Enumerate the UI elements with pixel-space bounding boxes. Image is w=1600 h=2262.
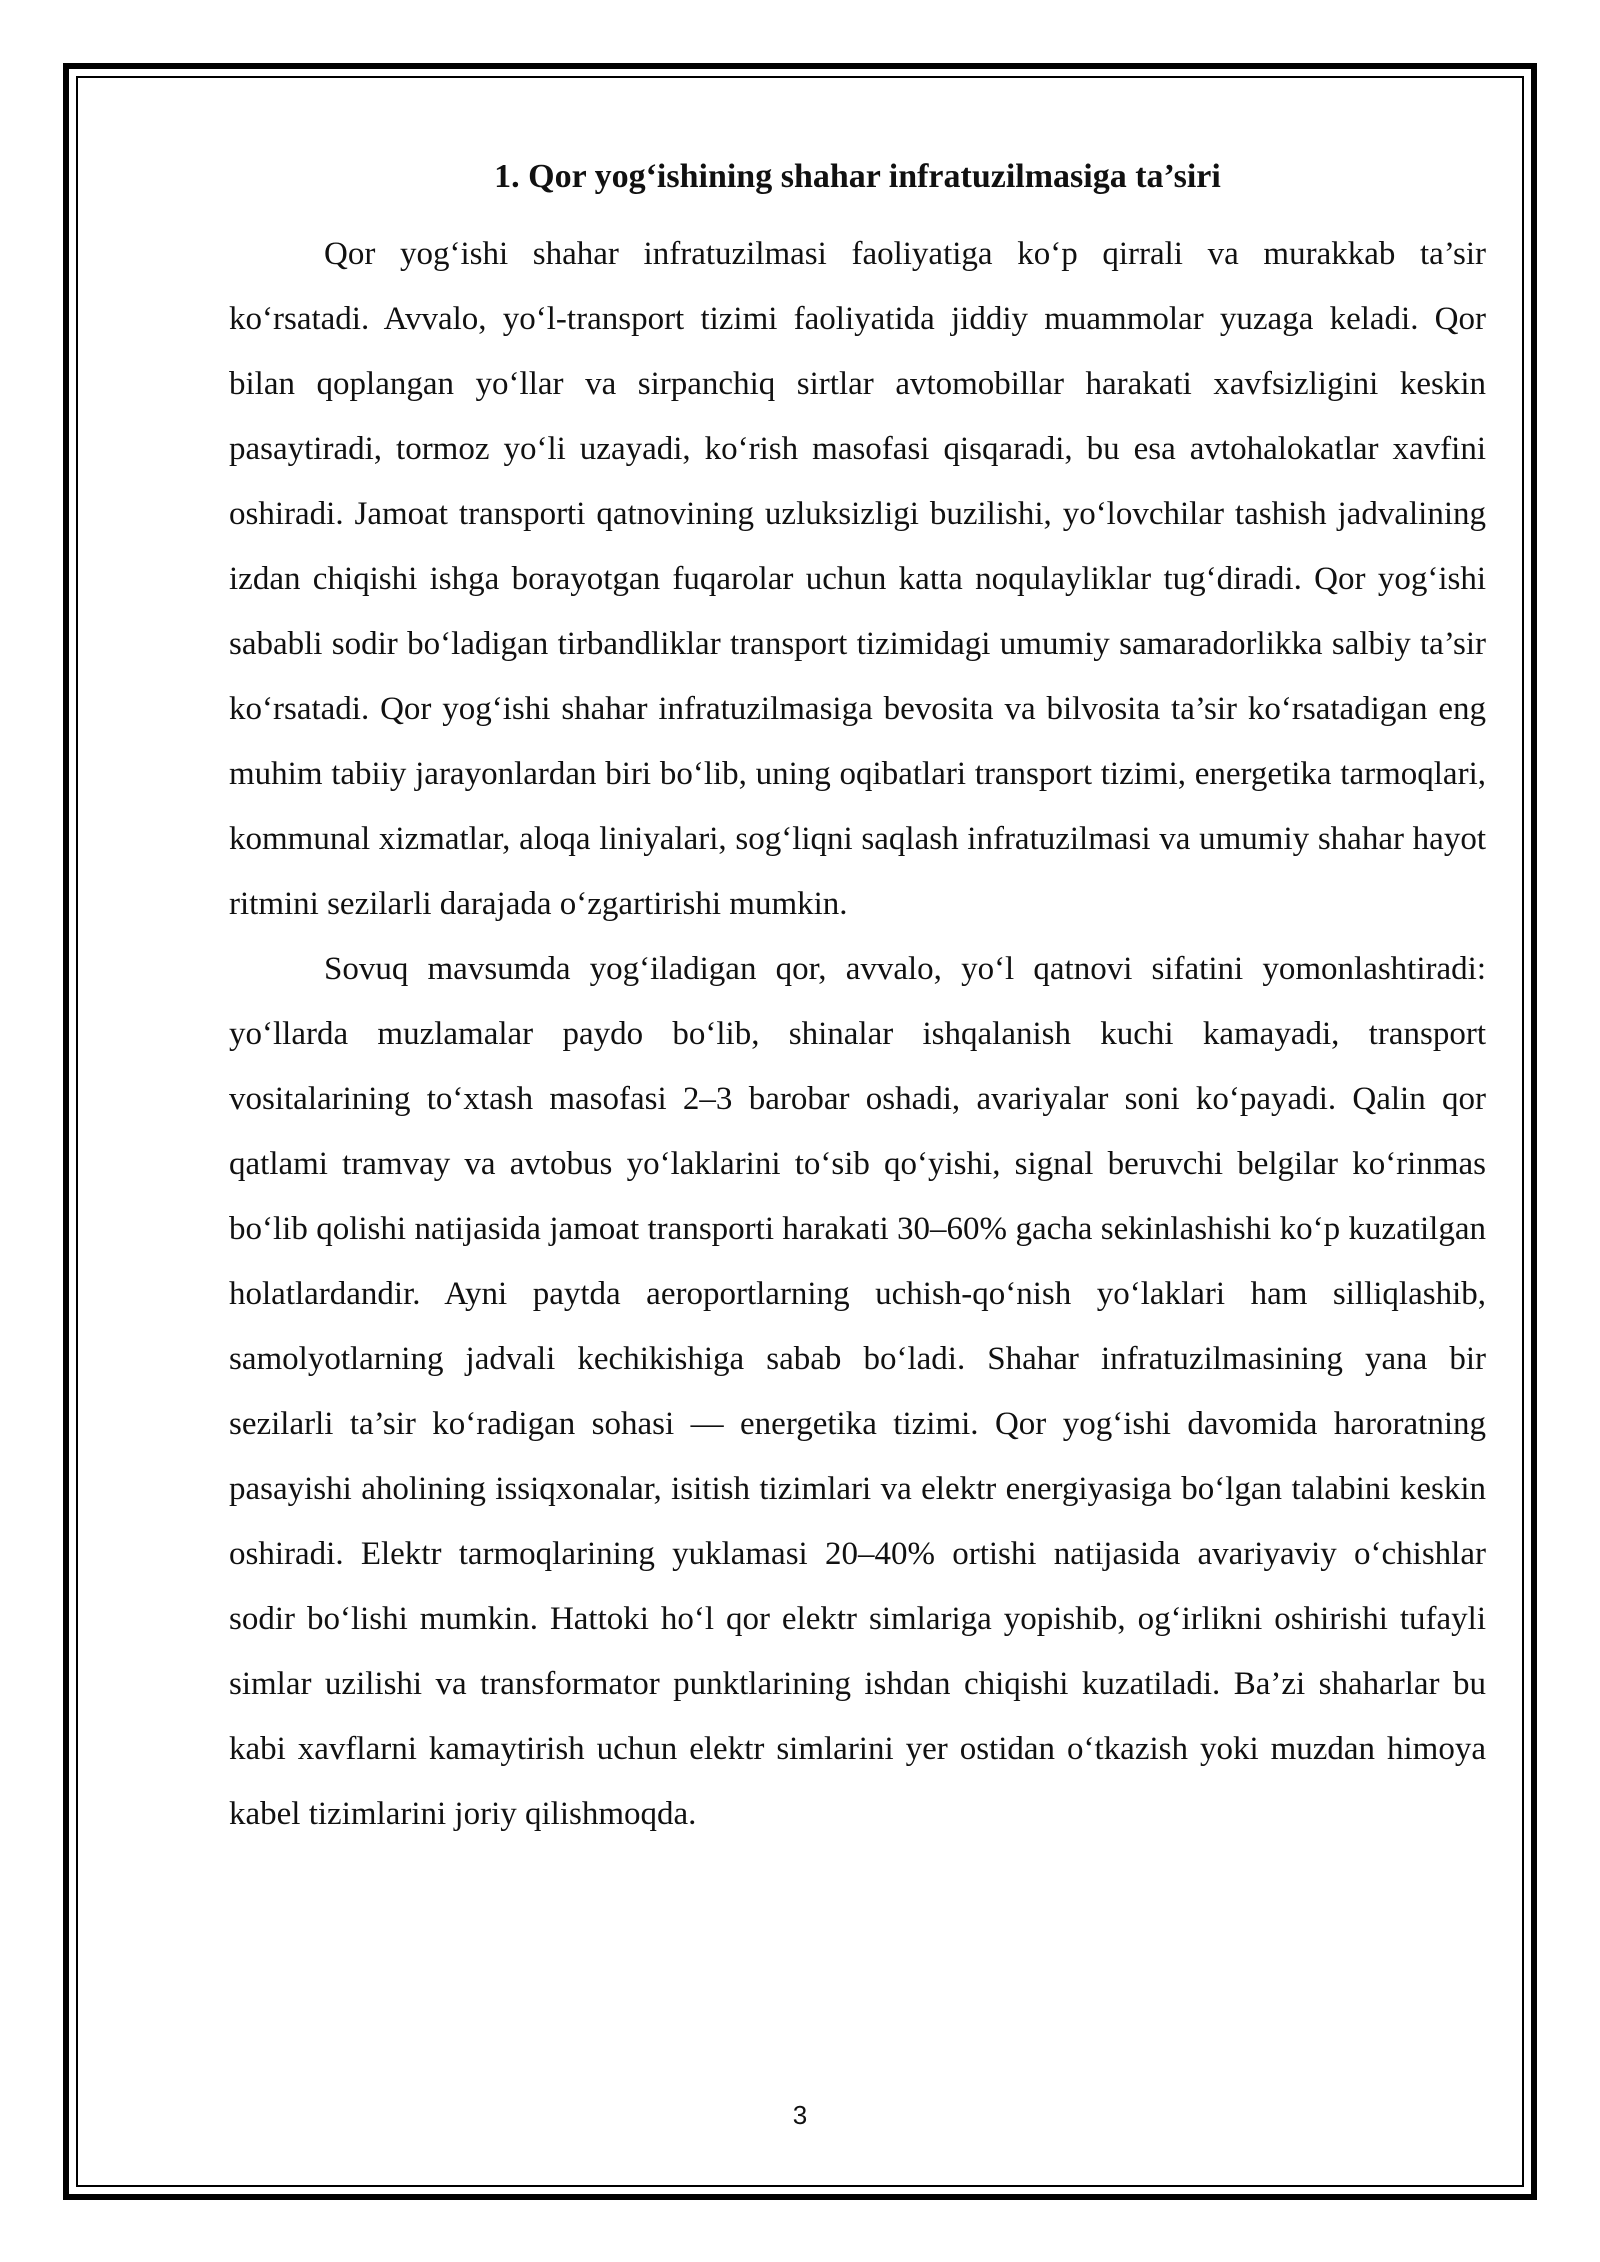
page-number: 3 <box>792 2100 808 2130</box>
section-heading: 1. Qor yog‘ishining shahar infratuzilmasiga ta’siri <box>494 158 1221 195</box>
paragraph-1: Qor yog‘ishi shahar infratuzilmasi faoliyatiga ko‘p qirrali va murakkab ta’sir ko‘rsatadi. Avvalo, yo‘l-transport tizimi faoliyatida jiddiy muammolar yuzaga keladi. Qor bilan qoplangan yo‘llar va sirpanchiq sirtlar avtomobillar harakati xavfsizligini keskin pasaytiradi, tormoz yo‘li uzayadi, ko‘rish masofasi qisqaradi, bu esa avtohalokatlar xavfini oshiradi. Jamoat transporti qatnovining uzluksizligi buzilishi, yo‘lovchilar tashish jadvalining izdan chiqishi ishga borayotgan fuqarolar uchun katta noqulayliklar tug‘diradi. Qor yog‘ishi sababli sodir bo‘ladigan tirbandliklar transport tizimidagi umumiy samaradorlikka salbiy ta’sir ko‘rsatadi. Qor yog‘ishi shahar infratuzilmasiga bevosita va bilvosita ta’sir ko‘rsatadigan eng muhim tabiiy jarayonlardan biri bo‘lib, uning oqibatlari transport tizimi, energetika tarmoqlari, kommunal xizmatlar, aloqa liniyalari, sog‘liqni saqlash infratuzilmasi va umumiy shahar hayot ritmini sezilarli darajada o‘zgartirishi mumkin. <box>229 236 1486 922</box>
paragraph-2: Sovuq mavsumda yog‘iladigan qor, avvalo, yo‘l qatnovi sifatini yomonlashtiradi: yo‘llarda muzlamalar paydo bo‘lib, shinalar ishqalanish kuchi kamayadi, transport vositalarining to‘xtash masofasi 2–3 barobar oshadi, avariyalar soni ko‘payadi. Qalin qor qatlami tramvay va avtobus yo‘laklarini to‘sib qo‘yishi, signal beruvchi belgilar ko‘rinmas bo‘lib qolishi natijasida jamoat transporti harakati 30–60% gacha sekinlashishi ko‘p kuzatilgan holatlardandir. Ayni paytda aeroportlarning uchish-qo‘nish yo‘laklari ham silliqlashib, samolyotlarning jadvali kechikishiga sabab bo‘ladi. Shahar infratuzilmasining yana bir sezilarli ta’sir ko‘radigan sohasi — energetika tizimi. Qor yog‘ishi davomida haroratning pasayishi aholining issiqxonalar, isitish tizimlari va elektr energiyasiga bo‘lgan talabini keskin oshiradi. Elektr tarmoqlarining yuklamasi 20–40% ortishi natijasida avariyaviy o‘chishlar sodir bo‘lishi mumkin. Hattoki ho‘l qor elektr simlariga yopishib, og‘irlikni oshirishi tufayli simlar uzilishi va transformator punktlarining ishdan chiqishi kuzatiladi. Ba’zi shaharlar bu kabi xavflarni kamaytirish uchun elektr simlarini yer ostidan o‘tkazish yoki muzdan himoya kabel tizimlarini joriy qilishmoqda. <box>229 951 1486 1832</box>
document-body <box>229 152 1486 1847</box>
